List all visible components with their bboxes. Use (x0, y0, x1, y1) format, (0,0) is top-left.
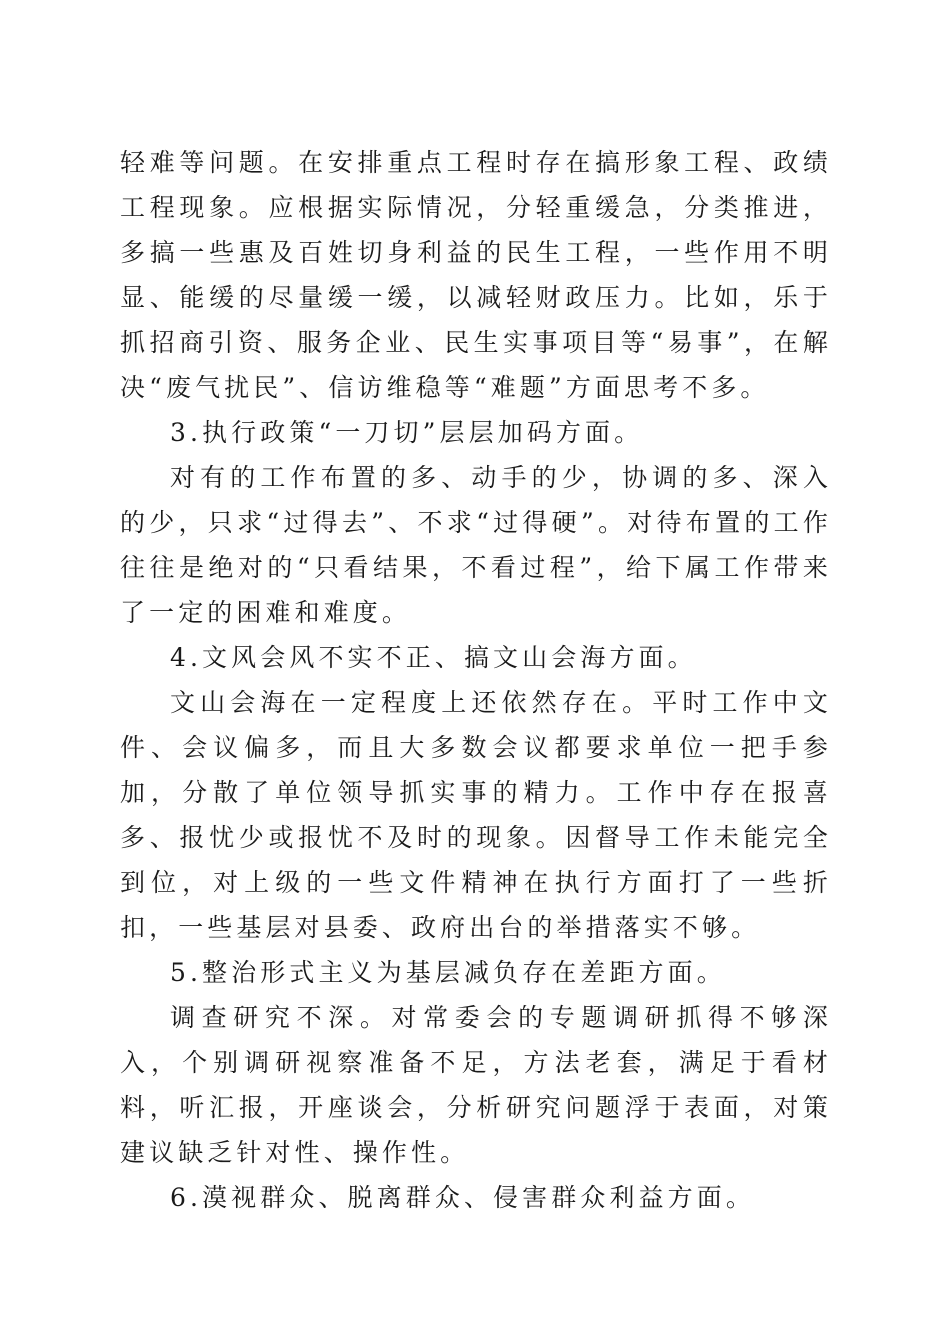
body-paragraph: 文山会海在一定程度上还依然存在。平时工作中文件、会议偏多，而且大多数会议都要求单位一把手参加，分散了单位领导抓实事的精力。工作中存在报喜多、报忧少或报忧不及时的现象。因督导工作未能完全到位，对上级的一些文件精神在执行方面打了一些折扣，一些基层对县委、政府出台的举措落实不够。 (120, 688, 832, 942)
body-paragraph: 轻难等问题。在安排重点工程时存在搞形象工程、政绩工程现象。应根据实际情况，分轻重缓急，分类推进，多搞一些惠及百姓切身利益的民生工程，一些作用不明显、能缓的尽量缓一缓，以减轻财政压力。比如，乐于抓招商引资、服务企业、民生实事项目等“易事”，在解决“废气扰民”、信访维稳等“难题”方面思考不多。 (120, 148, 832, 402)
section-heading: 5.整治形式主义为基层减负存在差距方面。 (170, 958, 726, 987)
body-paragraph: 调查研究不深。对常委会的专题调研抓得不够深入，个别调研视察准备不足，方法老套，满足于看材料，听汇报，开座谈会，分析研究问题浮于表面，对策建议缺乏针对性、操作性。 (120, 1003, 832, 1167)
section-heading: 4.文风会风不实不正、搞文山会海方面。 (170, 643, 697, 672)
section-heading: 6.漠视群众、脱离群众、侵害群众利益方面。 (170, 1183, 755, 1212)
document-body (120, 140, 832, 1220)
body-paragraph: 对有的工作布置的多、动手的少，协调的多、深入的少，只求“过得去”、不求“过得硬”。对待布置的工作往往是绝对的“只看结果，不看过程”，给下属工作带来了一定的困难和难度。 (120, 463, 832, 627)
section-heading: 3.执行政策“一刀切”层层加码方面。 (170, 418, 644, 447)
